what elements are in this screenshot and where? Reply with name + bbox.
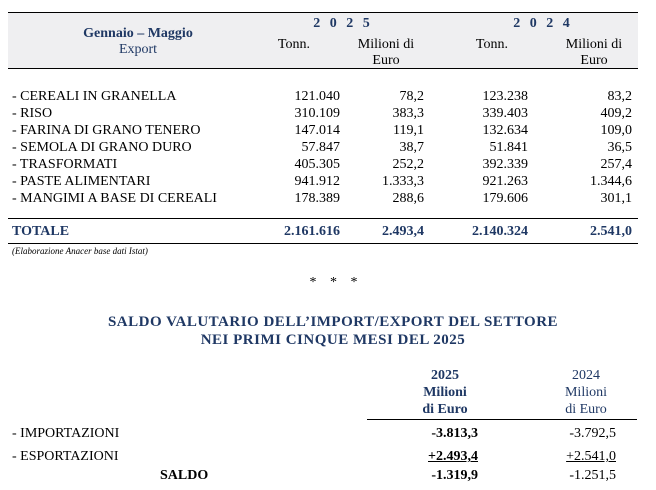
row-label: - CEREALI IN GRANELLA xyxy=(12,89,177,104)
cell-mil-2025: 288,6 xyxy=(392,191,424,206)
row-label: - MANGIMI A BASE DI CEREALI xyxy=(12,191,217,206)
cell-tonn-2024: 123.238 xyxy=(482,89,528,104)
row-label: - TRASFORMATI xyxy=(12,157,118,172)
saldo-row-label: - IMPORTAZIONI xyxy=(12,426,120,441)
total-tonn-2025: 2.161.616 xyxy=(284,224,340,239)
row-label: - FARINA DI GRANO TENERO xyxy=(12,123,201,138)
col-mil-2025-line2: Euro xyxy=(372,53,400,68)
header-bottom-rule xyxy=(8,68,638,69)
cell-mil-2024: 409,2 xyxy=(600,106,632,121)
cell-mil-2025: 119,1 xyxy=(393,123,424,138)
col-tonn-2025: Tonn. xyxy=(277,37,310,52)
cell-tonn-2025: 405.305 xyxy=(294,157,340,172)
cell-tonn-2025: 121.040 xyxy=(294,89,340,104)
table-top-rule xyxy=(8,12,638,13)
row-label: - PASTE ALIMENTARI xyxy=(12,174,151,189)
saldo-col-2025-line1: Milioni xyxy=(423,385,467,400)
cell-tonn-2024: 132.634 xyxy=(482,123,528,138)
saldo-value-2024: +2.541,0 xyxy=(566,449,616,464)
saldo-value-2024: -3.792,5 xyxy=(569,426,616,441)
total-mil-2024: 2.541,0 xyxy=(590,224,632,239)
cell-tonn-2024: 339.403 xyxy=(482,106,528,121)
year-2025-label: 2 0 2 5 xyxy=(313,16,373,31)
saldo-title-line1: SALDO VALUTARIO DELL’IMPORT/EXPORT DEL SETTORE xyxy=(107,314,559,330)
col-mil-2024-line1: Milioni di xyxy=(565,37,623,52)
cell-mil-2024: 301,1 xyxy=(600,191,632,206)
saldo-result-label: SALDO xyxy=(160,468,209,483)
total-label: TOTALE xyxy=(12,224,70,239)
saldo-value-2025: -3.813,3 xyxy=(431,426,478,441)
cell-mil-2025: 78,2 xyxy=(399,89,424,104)
row-label: - RISO xyxy=(12,106,53,121)
cell-mil-2024: 83,2 xyxy=(607,89,632,104)
cell-tonn-2025: 57.847 xyxy=(301,140,340,155)
cell-mil-2025: 38,7 xyxy=(399,140,424,155)
col-mil-2025-line1: Milioni di xyxy=(357,37,415,52)
total-tonn-2024: 2.140.324 xyxy=(472,224,528,239)
total-mil-2025: 2.493,4 xyxy=(382,224,424,239)
export-subtitle: Export xyxy=(118,42,158,57)
period-label: Gennaio – Maggio xyxy=(83,26,193,41)
saldo-col-2024-year: 2024 xyxy=(572,368,600,383)
cell-mil-2024: 36,5 xyxy=(607,140,632,155)
source-note: (Elaborazione Anacer base dati Istat) xyxy=(12,246,148,256)
cell-tonn-2025: 310.109 xyxy=(294,106,340,121)
export-table xyxy=(8,12,638,258)
col-mil-2024-line2: Euro xyxy=(580,53,608,68)
saldo-col-2025-line2: di Euro xyxy=(422,402,468,417)
row-label: - SEMOLA DI GRANO DURO xyxy=(12,140,192,155)
saldo-result-2025: -1.319,9 xyxy=(431,468,478,483)
saldo-header-rule xyxy=(367,419,637,420)
total-top-rule xyxy=(8,218,638,219)
cell-tonn-2024: 392.339 xyxy=(482,157,528,172)
col-tonn-2024: Tonn. xyxy=(475,37,508,52)
saldo-result-2024: -1.251,5 xyxy=(569,468,616,483)
saldo-col-2024-line1: Milioni xyxy=(564,385,607,400)
cell-mil-2024: 109,0 xyxy=(600,123,632,138)
cell-tonn-2025: 178.389 xyxy=(294,191,340,206)
cell-tonn-2025: 941.912 xyxy=(294,174,340,189)
cell-tonn-2024: 921.263 xyxy=(482,174,528,189)
cell-mil-2025: 1.333,3 xyxy=(382,174,424,189)
cell-mil-2024: 1.344,6 xyxy=(590,174,632,189)
total-bottom-rule xyxy=(8,243,638,244)
saldo-row-label: - ESPORTAZIONI xyxy=(12,449,119,464)
cell-tonn-2025: 147.014 xyxy=(294,123,340,138)
saldo-title-line2: NEI PRIMI CINQUE MESI DEL 2025 xyxy=(200,332,466,348)
saldo-value-2025: +2.493,4 xyxy=(428,449,478,464)
cell-tonn-2024: 179.606 xyxy=(482,191,528,206)
cell-mil-2025: 252,2 xyxy=(392,157,424,172)
saldo-col-2025-year: 2025 xyxy=(431,368,459,383)
cell-mil-2024: 257,4 xyxy=(600,157,632,172)
section-separator: * * * xyxy=(309,275,363,290)
year-2024-label: 2 0 2 4 xyxy=(513,16,573,31)
cell-tonn-2024: 51.841 xyxy=(489,140,528,155)
cell-mil-2025: 383,3 xyxy=(392,106,424,121)
saldo-col-2024-line2: di Euro xyxy=(565,402,607,417)
